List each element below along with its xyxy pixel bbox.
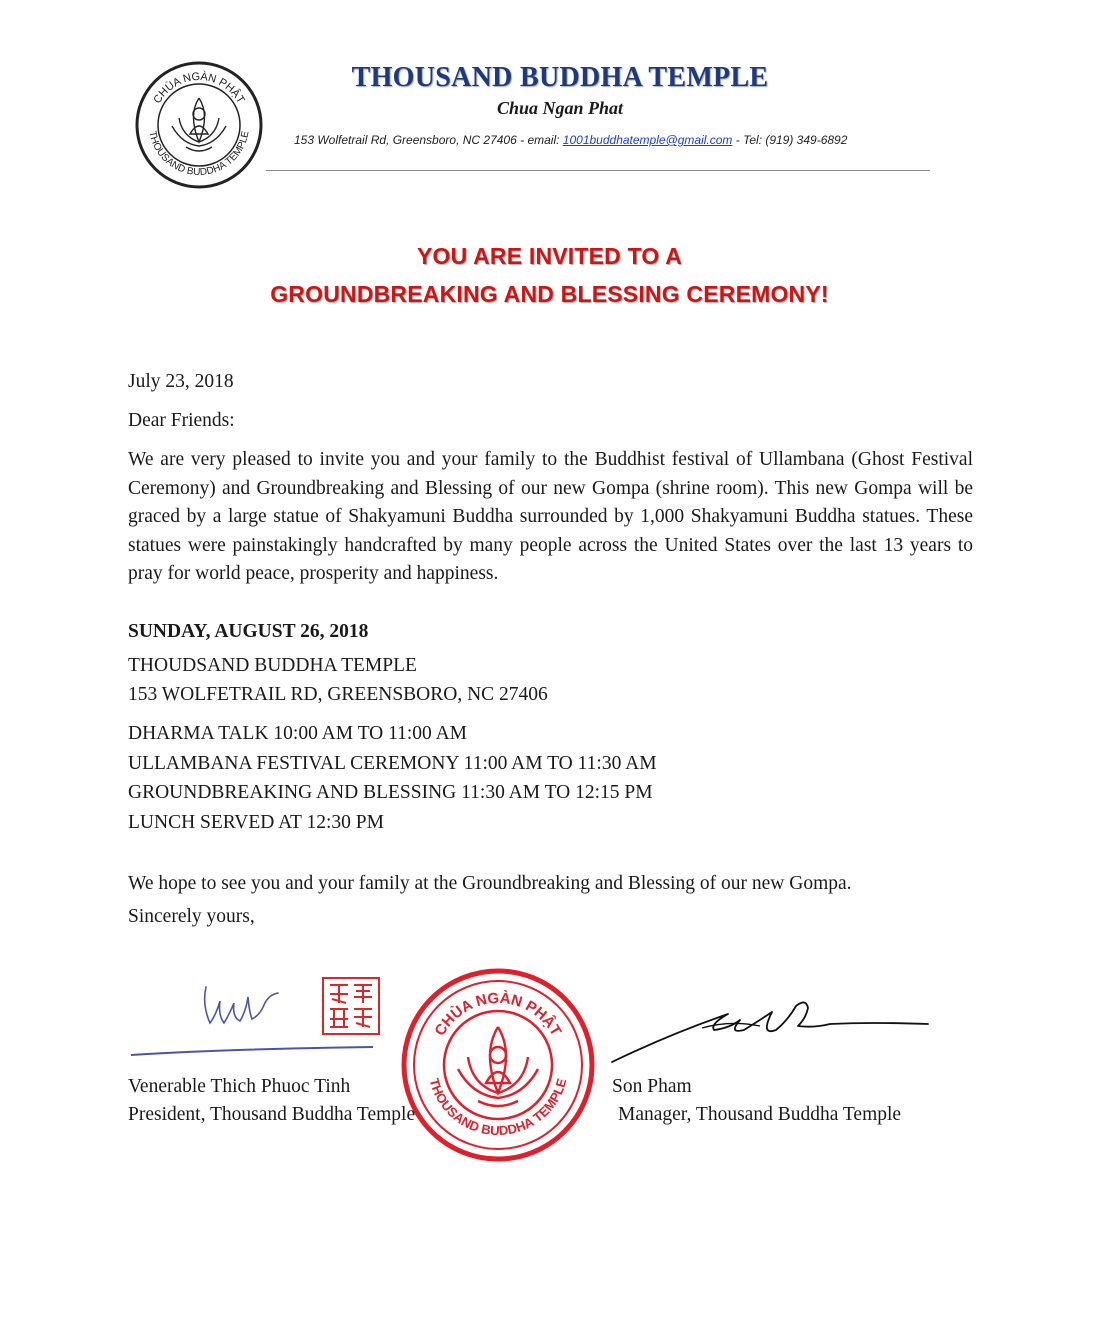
letter-date: July 23, 2018 bbox=[128, 371, 234, 392]
schedule-item: GROUNDBREAKING AND BLESSING 11:30 AM TO 12:15 PM bbox=[128, 782, 653, 803]
seal-text-top: CHÙA NGÀN PHẬT bbox=[431, 989, 565, 1039]
closing-line: We hope to see you and your family at the Groundbreaking and Blessing of our new Gompa. bbox=[128, 873, 852, 894]
event-date: SUNDAY, AUGUST 26, 2018 bbox=[128, 621, 369, 642]
schedule-item: ULLAMBANA FESTIVAL CEREMONY 11:00 AM TO 11:30 AM bbox=[128, 752, 657, 774]
logo-text-top: CHÙA NGÀN PHẬT bbox=[151, 70, 247, 106]
body-paragraph: We are very pleased to invite you and your family to the Buddhist festival of Ullambana (Ghost Festival Ceremony) and Groundbreaking and Blessing of our new Gompa (shrine room). This new Gompa will be graced by a large statue of Shakyamuni Buddha surrounded by 1,000 Shakyamuni Buddha statues. These statues were painstakingly handcrafted by many people across the United States over the last 13 years to pray for world peace, prosperity and happiness. bbox=[128, 449, 973, 585]
organization-name: THOUSAND BUDDHA TEMPLE bbox=[351, 62, 769, 93]
sign-off: Sincerely yours, bbox=[128, 906, 255, 927]
contact-address-text: 153 Wolfetrail Rd, Greensboro, NC 27406 - email: bbox=[294, 133, 563, 147]
signer-2-title: Manager, Thousand Buddha Temple bbox=[618, 1104, 902, 1125]
signer-2-name: Son Pham bbox=[612, 1076, 692, 1097]
event-address: 153 WOLFETRAIL RD, GREENSBORO, NC 27406 bbox=[128, 684, 548, 705]
header-divider bbox=[266, 170, 930, 171]
signer-1-name: Venerable Thich Phuoc Tinh bbox=[128, 1076, 351, 1097]
invitation-headline-line-1: YOU ARE INVITED TO A bbox=[416, 243, 683, 269]
invitation-headline-line-2: GROUNDBREAKING AND BLESSING CEREMONY! bbox=[270, 281, 829, 307]
event-venue: THOUDSAND BUDDHA TEMPLE bbox=[128, 655, 417, 676]
signer-1-title: President, Thousand Buddha Temple bbox=[128, 1104, 416, 1125]
contact-phone-text: - Tel: (919) 349-6892 bbox=[732, 133, 848, 147]
seal-text-bottom: THOUSAND BUDDHA TEMPLE bbox=[426, 1076, 570, 1139]
manager-signature bbox=[610, 990, 930, 1070]
temple-logo bbox=[130, 60, 268, 190]
lotus-buddha-icon bbox=[172, 98, 226, 151]
logo-text-bottom: THOUSAND BUDDHA TEMPLE bbox=[146, 130, 252, 179]
salutation: Dear Friends: bbox=[128, 410, 235, 431]
contact-line bbox=[270, 133, 984, 147]
event-schedule bbox=[128, 719, 657, 837]
email-link[interactable]: 1001buddhatemple@gmail.com bbox=[562, 133, 733, 147]
organization-subtitle: Chua Ngan Phat bbox=[496, 98, 624, 118]
schedule-item: LUNCH SERVED AT 12:30 PM bbox=[128, 811, 384, 833]
red-chop-seal-icon bbox=[320, 975, 382, 1037]
seal-lotus-icon bbox=[458, 1027, 538, 1106]
temple-seal-stamp bbox=[398, 965, 598, 1165]
schedule-item: DHARMA TALK 10:00 AM TO 11:00 AM bbox=[128, 723, 468, 744]
